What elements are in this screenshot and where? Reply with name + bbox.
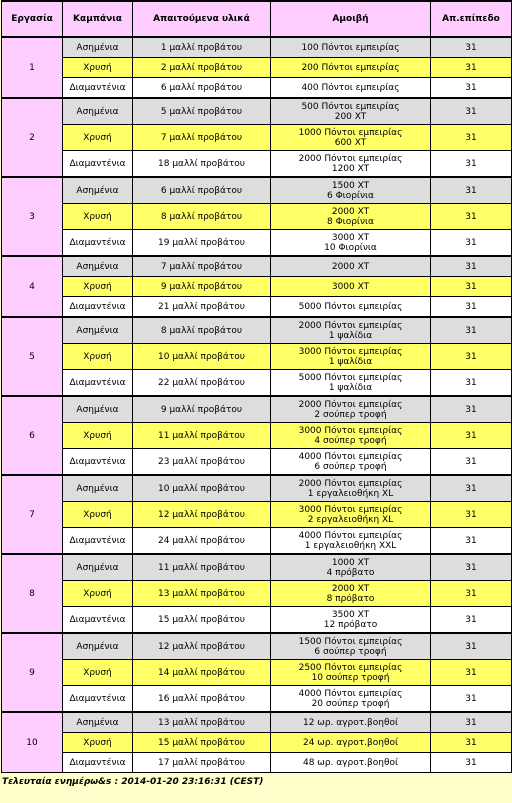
level-cell: 31	[431, 607, 512, 634]
reward-line: 6 Φιορίνια	[327, 190, 374, 201]
reward-line: 3000 Πόντοι εμπειρίας	[298, 346, 403, 357]
level-cell: 31	[431, 554, 512, 581]
level-cell: 31	[431, 733, 512, 753]
reward-line: 1 ψαλίδια	[328, 330, 373, 341]
reward-line: 500 Πόντοι εμπειρίας	[301, 101, 400, 112]
table-row	[2, 633, 512, 660]
table-row	[2, 317, 512, 344]
reward-line: 1500 XT	[331, 180, 370, 191]
reward-line: 2 σούπερ τροφή	[314, 409, 387, 420]
reward-cell	[271, 204, 431, 230]
table-row	[2, 554, 512, 581]
reward-line: 2000 XT	[331, 583, 370, 594]
reward-line: 600 XT	[334, 137, 367, 148]
reward-cell	[271, 78, 431, 99]
materials-cell: 10 μαλλί προβάτου	[133, 475, 271, 502]
reward-cell	[271, 256, 431, 277]
header-campaign: Καμπάνια	[63, 1, 133, 37]
level-cell: 31	[431, 317, 512, 344]
task-number: 8	[2, 554, 63, 633]
materials-cell: 7 μαλλί προβάτου	[133, 125, 271, 151]
reward-line: 400 Πόντοι εμπειρίας	[301, 82, 400, 93]
reward-line: 4 πρόβατο	[326, 567, 375, 578]
reward-line: 3500 XT	[331, 609, 370, 620]
header-task: Εργασία	[2, 1, 63, 37]
reward-line: 10 Φιορίνια	[324, 242, 377, 253]
campaign-cell: Ασημένια	[63, 475, 133, 502]
reward-cell	[271, 581, 431, 607]
table-row	[2, 712, 512, 733]
table-row	[2, 502, 512, 528]
campaign-cell: Διαμαντένια	[63, 686, 133, 713]
level-cell: 31	[431, 660, 512, 686]
table-row	[2, 475, 512, 502]
reward-line: 2000 Πόντοι εμπειρίας	[298, 320, 403, 331]
campaign-cell: Διαμαντένια	[63, 753, 133, 773]
materials-cell: 17 μαλλί προβάτου	[133, 753, 271, 773]
reward-line: 2000 XT	[331, 206, 370, 217]
header-level: Απ.επίπεδο	[431, 1, 512, 37]
reward-line: 200 XT	[334, 111, 367, 122]
table-row	[2, 177, 512, 204]
reward-line: 4000 Πόντοι εμπειρίας	[298, 530, 403, 541]
table-row	[2, 125, 512, 151]
reward-cell	[271, 58, 431, 78]
level-cell: 31	[431, 204, 512, 230]
campaign-cell: Διαμαντένια	[63, 151, 133, 178]
campaign-cell: Χρυσή	[63, 733, 133, 753]
reward-line: 200 Πόντοι εμπειρίας	[301, 62, 400, 73]
table-row	[2, 230, 512, 257]
table-row	[2, 607, 512, 634]
level-cell: 31	[431, 502, 512, 528]
campaign-cell: Ασημένια	[63, 98, 133, 125]
reward-cell	[271, 502, 431, 528]
task-number: 4	[2, 256, 63, 317]
reward-line: 2 εργαλειοθήκη XL	[307, 514, 394, 525]
reward-cell	[271, 151, 431, 178]
reward-line: 4000 Πόντοι εμπειρίας	[298, 688, 403, 699]
reward-cell	[271, 370, 431, 397]
table-row	[2, 297, 512, 318]
materials-cell: 6 μαλλί προβάτου	[133, 177, 271, 204]
reward-line: 5000 Πόντοι εμπειρίας	[298, 301, 403, 312]
table-row	[2, 204, 512, 230]
materials-cell: 24 μαλλί προβάτου	[133, 528, 271, 555]
task-number: 5	[2, 317, 63, 396]
task-number: 10	[2, 712, 63, 773]
materials-cell: 12 μαλλί προβάτου	[133, 502, 271, 528]
reward-cell	[271, 475, 431, 502]
header-row	[2, 1, 512, 37]
campaign-cell: Ασημένια	[63, 177, 133, 204]
level-cell: 31	[431, 151, 512, 178]
campaign-cell: Ασημένια	[63, 317, 133, 344]
materials-cell: 14 μαλλί προβάτου	[133, 660, 271, 686]
campaign-cell: Χρυσή	[63, 204, 133, 230]
materials-cell: 21 μαλλί προβάτου	[133, 297, 271, 318]
table-row	[2, 528, 512, 555]
level-cell: 31	[431, 475, 512, 502]
reward-cell	[271, 177, 431, 204]
table-row	[2, 151, 512, 178]
level-cell: 31	[431, 686, 512, 713]
task-number: 1	[2, 37, 63, 98]
materials-cell: 11 μαλλί προβάτου	[133, 554, 271, 581]
table-row	[2, 58, 512, 78]
table-row	[2, 686, 512, 713]
materials-cell: 9 μαλλί προβάτου	[133, 396, 271, 423]
level-cell: 31	[431, 633, 512, 660]
table-row	[2, 660, 512, 686]
materials-cell: 7 μαλλί προβάτου	[133, 256, 271, 277]
task-number: 2	[2, 98, 63, 177]
reward-line: 1 ψαλίδια	[328, 382, 373, 393]
level-cell: 31	[431, 78, 512, 99]
materials-cell: 22 μαλλί προβάτου	[133, 370, 271, 397]
reward-line: 2000 Πόντοι εμπειρίας	[298, 478, 403, 489]
table-row	[2, 370, 512, 397]
materials-cell: 23 μαλλί προβάτου	[133, 449, 271, 476]
reward-cell	[271, 712, 431, 733]
table-row	[2, 733, 512, 753]
level-cell: 31	[431, 297, 512, 318]
reward-cell	[271, 686, 431, 713]
reward-cell	[271, 37, 431, 58]
reward-line: 1 εργαλειοθήκη XL	[307, 488, 394, 499]
reward-line: 10 σούπερ τροφή	[311, 672, 390, 683]
table-row	[2, 98, 512, 125]
reward-line: 3000 XT	[331, 281, 370, 292]
reward-line: 1200 XT	[331, 163, 370, 174]
materials-cell: 15 μαλλί προβάτου	[133, 607, 271, 634]
reward-cell	[271, 607, 431, 634]
reward-line: 20 σούπερ τροφή	[311, 698, 390, 709]
table-row	[2, 344, 512, 370]
campaign-cell: Χρυσή	[63, 125, 133, 151]
table-row	[2, 449, 512, 476]
reward-line: 6 σούπερ τροφή	[314, 646, 387, 657]
reward-cell	[271, 297, 431, 318]
campaign-cell: Χρυσή	[63, 660, 133, 686]
campaign-cell: Διαμαντένια	[63, 370, 133, 397]
reward-cell	[271, 633, 431, 660]
level-cell: 31	[431, 753, 512, 773]
level-cell: 31	[431, 256, 512, 277]
task-number: 7	[2, 475, 63, 554]
materials-cell: 6 μαλλί προβάτου	[133, 78, 271, 99]
level-cell: 31	[431, 344, 512, 370]
campaign-cell: Ασημένια	[63, 396, 133, 423]
table-row	[2, 396, 512, 423]
materials-cell: 13 μαλλί προβάτου	[133, 581, 271, 607]
campaign-cell: Διαμαντένια	[63, 230, 133, 257]
campaign-cell: Χρυσή	[63, 277, 133, 297]
task-number: 3	[2, 177, 63, 256]
reward-line: 3000 Πόντοι εμπειρίας	[298, 425, 403, 436]
reward-line: 100 Πόντοι εμπειρίας	[301, 42, 400, 53]
reward-line: 24 ωρ. αγροτ.βοηθοί	[302, 737, 399, 748]
level-cell: 31	[431, 98, 512, 125]
materials-cell: 13 μαλλί προβάτου	[133, 712, 271, 733]
reward-line: 6 σούπερ τροφή	[314, 461, 387, 472]
reward-line: 2000 XT	[331, 261, 370, 272]
table-row	[2, 277, 512, 297]
table-row	[2, 753, 512, 773]
reward-cell	[271, 98, 431, 125]
campaign-cell: Χρυσή	[63, 344, 133, 370]
reward-cell	[271, 733, 431, 753]
materials-cell: 9 μαλλί προβάτου	[133, 277, 271, 297]
level-cell: 31	[431, 528, 512, 555]
last-updated: Τελευταία ενημέρω&s : 2014-01-20 23:16:31 (CEST)	[2, 777, 264, 787]
task-number: 9	[2, 633, 63, 712]
header-reward: Αμοιβή	[271, 1, 431, 37]
reward-line: 48 ωρ. αγροτ.βοηθοί	[302, 757, 399, 768]
materials-cell: 8 μαλλί προβάτου	[133, 317, 271, 344]
reward-line: 1 ψαλίδια	[328, 356, 373, 367]
campaign-table	[1, 0, 512, 773]
campaign-cell: Διαμαντένια	[63, 528, 133, 555]
level-cell: 31	[431, 177, 512, 204]
reward-line: 8 Φιορίνια	[327, 216, 374, 227]
table-row	[2, 581, 512, 607]
reward-line: 2000 Πόντοι εμπειρίας	[298, 153, 403, 164]
level-cell: 31	[431, 712, 512, 733]
reward-line: 4 σούπερ τροφή	[314, 435, 387, 446]
campaign-cell: Ασημένια	[63, 712, 133, 733]
reward-line: 1 εργαλειοθήκη XXL	[304, 540, 397, 551]
reward-line: 1500 Πόντοι εμπειρίας	[298, 636, 403, 647]
reward-cell	[271, 230, 431, 257]
reward-cell	[271, 423, 431, 449]
reward-cell	[271, 753, 431, 773]
reward-line: 2500 Πόντοι εμπειρίας	[298, 662, 403, 673]
campaign-cell: Ασημένια	[63, 37, 133, 58]
reward-line: 12 ωρ. αγροτ.βοηθοί	[302, 717, 399, 728]
reward-line: 2000 Πόντοι εμπειρίας	[298, 399, 403, 410]
level-cell: 31	[431, 58, 512, 78]
campaign-cell: Διαμαντένια	[63, 78, 133, 99]
table-body	[2, 37, 512, 773]
campaign-cell: Διαμαντένια	[63, 297, 133, 318]
task-number: 6	[2, 396, 63, 475]
campaign-cell: Χρυσή	[63, 581, 133, 607]
campaign-cell: Χρυσή	[63, 423, 133, 449]
reward-cell	[271, 344, 431, 370]
campaign-cell: Ασημένια	[63, 256, 133, 277]
reward-cell	[271, 554, 431, 581]
reward-line: 5000 Πόντοι εμπειρίας	[298, 372, 403, 383]
materials-cell: 10 μαλλί προβάτου	[133, 344, 271, 370]
campaign-cell: Ασημένια	[63, 554, 133, 581]
materials-cell: 12 μαλλί προβάτου	[133, 633, 271, 660]
materials-cell: 2 μαλλί προβάτου	[133, 58, 271, 78]
reward-cell	[271, 396, 431, 423]
level-cell: 31	[431, 230, 512, 257]
reward-line: 3000 XT	[331, 232, 370, 243]
materials-cell: 1 μαλλί προβάτου	[133, 37, 271, 58]
table-row	[2, 78, 512, 99]
level-cell: 31	[431, 37, 512, 58]
campaign-cell: Χρυσή	[63, 502, 133, 528]
reward-line: 8 πρόβατο	[326, 593, 375, 604]
campaign-cell: Διαμαντένια	[63, 607, 133, 634]
level-cell: 31	[431, 423, 512, 449]
reward-cell	[271, 449, 431, 476]
materials-cell: 8 μαλλί προβάτου	[133, 204, 271, 230]
reward-cell	[271, 125, 431, 151]
level-cell: 31	[431, 277, 512, 297]
level-cell: 31	[431, 125, 512, 151]
level-cell: 31	[431, 370, 512, 397]
reward-line: 1000 XT	[331, 557, 370, 568]
reward-cell	[271, 317, 431, 344]
table-row	[2, 256, 512, 277]
reward-line: 1000 Πόντοι εμπειρίας	[298, 127, 403, 138]
reward-cell	[271, 660, 431, 686]
reward-cell	[271, 277, 431, 297]
campaign-cell: Χρυσή	[63, 58, 133, 78]
table-row	[2, 37, 512, 58]
materials-cell: 5 μαλλί προβάτου	[133, 98, 271, 125]
materials-cell: 19 μαλλί προβάτου	[133, 230, 271, 257]
level-cell: 31	[431, 581, 512, 607]
materials-cell: 15 μαλλί προβάτου	[133, 733, 271, 753]
reward-cell	[271, 528, 431, 555]
reward-line: 12 πρόβατο	[323, 619, 378, 630]
materials-cell: 18 μαλλί προβάτου	[133, 151, 271, 178]
materials-cell: 11 μαλλί προβάτου	[133, 423, 271, 449]
reward-line: 3000 Πόντοι εμπειρίας	[298, 504, 403, 515]
campaign-cell: Ασημένια	[63, 633, 133, 660]
level-cell: 31	[431, 396, 512, 423]
campaign-cell: Διαμαντένια	[63, 449, 133, 476]
reward-line: 4000 Πόντοι εμπειρίας	[298, 451, 403, 462]
table-row	[2, 423, 512, 449]
level-cell: 31	[431, 449, 512, 476]
materials-cell: 16 μαλλί προβάτου	[133, 686, 271, 713]
header-materials: Απαιτούμενα υλικά	[133, 1, 271, 37]
